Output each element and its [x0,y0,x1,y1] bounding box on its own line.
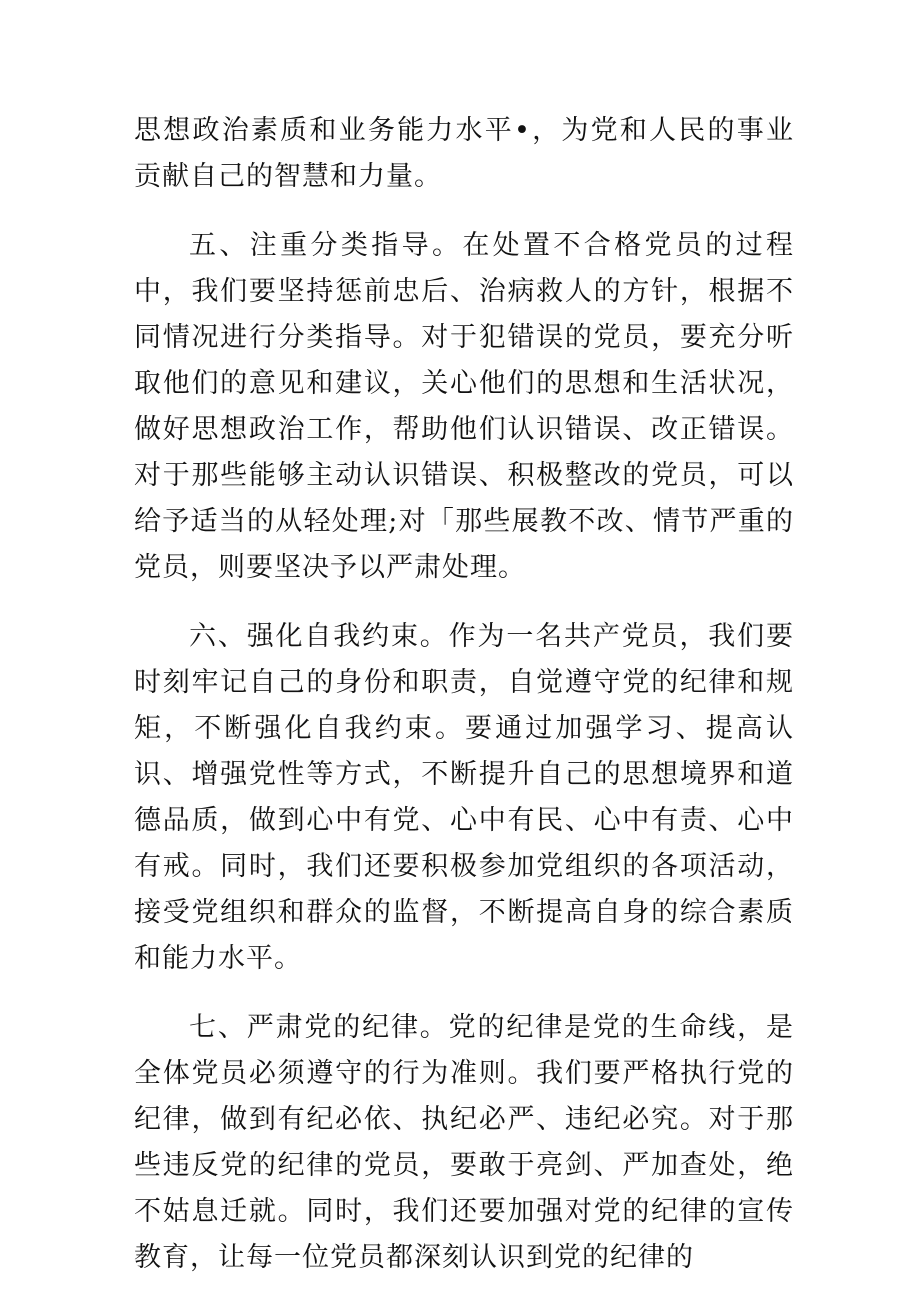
paragraph-continuation: 思想政治素质和业务能力水平•，为党和人民的事业贡献自己的智慧和力量。 [134,115,794,192]
document-page [134,108,794,1281]
paragraph-section-seven: 七、严肃党的纪律。党的纪律是党的生命线，是全体党员必须遵守的行为准则。我们要严格执行党的纪律，做到有纪必依、执纪必严、违纪必究。对于那些违反党的纪律的党员，要敢于亮剑、严加查处，绝不姑息迁就。同时，我们还要加强对党的纪律的宣传教育，让每一位党员都深刻认识到党的纪律的 [134,1012,794,1273]
paragraph-section-five: 五、注重分类指导。在处置不合格党员的过程中，我们要坚持惩前忠后、治病救人的方针，根据不同情况进行分类指导。对于犯错误的党员，要充分听取他们的意见和建议，关心他们的思想和生活状况，做好思想政治工作，帮助他们认识错误、改正错误。对于那些能够主动认识错误、积极整改的党员，可以给予适当的从轻处理;对「那些展教不改、情节严重的党员，则要坚决予以严肃处理。 [134,230,794,583]
paragraph-section-six: 六、强化自我约束。作为一名共产党员，我们要时刻牢记自己的身份和职责，自觉遵守党的纪律和规矩，不断强化自我约束。要通过加强学习、提高认识、增强党性等方式，不断提升自己的思想境界和道德品质，做到心中有党、心中有民、心中有责、心中有戒。同时，我们还要积极参加党组织的各项活动，接受党组织和群众的监督，不断提高自身的综合素质和能力水平。 [134,621,794,974]
